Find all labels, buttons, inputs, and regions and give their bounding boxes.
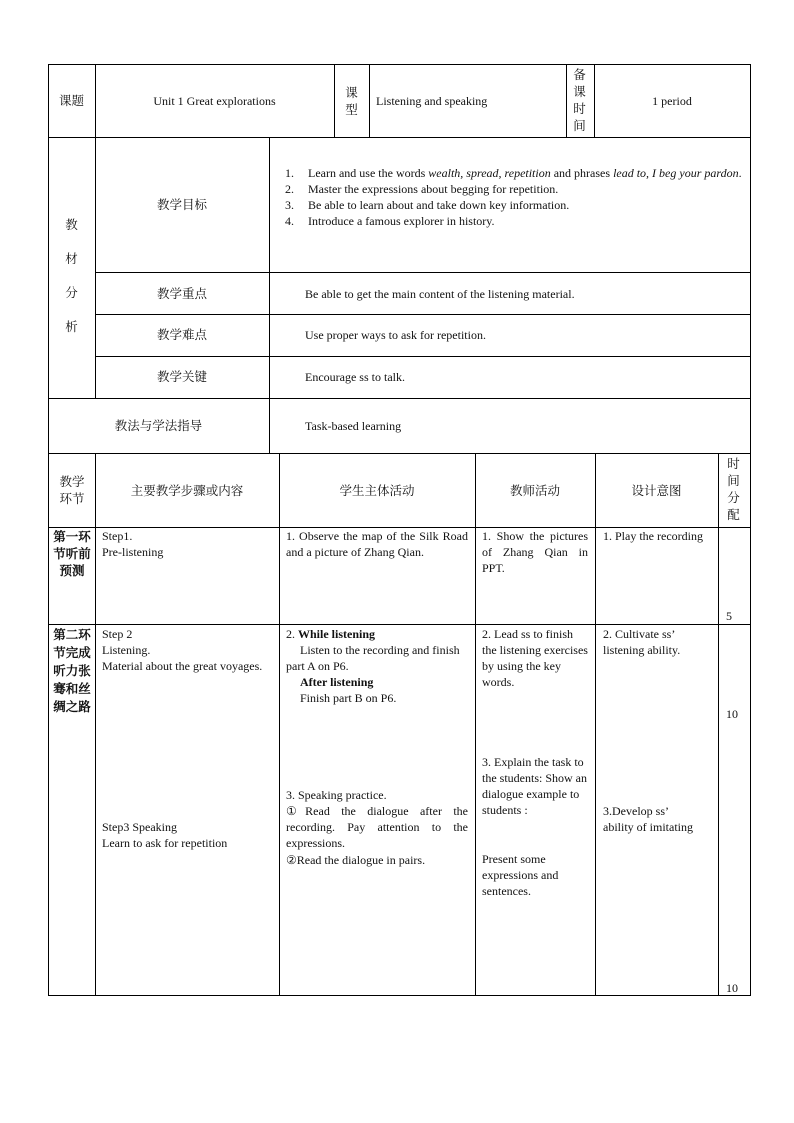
step-2-body2: Material about the great voyages. — [102, 659, 263, 673]
difficult-label: 教学难点 — [156, 327, 207, 342]
while-listening-heading: While listening — [298, 627, 376, 641]
goal-words: wealth, spread, repetition — [428, 166, 551, 180]
stage-1-label: 第一环节听前预测 — [53, 529, 91, 578]
goal-item — [285, 165, 745, 181]
step-3-body: Learn to ask for repetition — [102, 836, 228, 850]
circled-two: ② — [286, 853, 297, 867]
stage-2-time: 10 — [726, 707, 738, 721]
crux-label: 教学关键 — [156, 369, 207, 384]
border-analysis-col — [269, 137, 270, 453]
type-value: Listening and speaking — [376, 94, 488, 108]
border-row-stage1-bottom — [48, 624, 751, 625]
circled-one: ① — [286, 804, 306, 818]
goal-text — [308, 165, 745, 181]
method-value: Task-based learning — [305, 419, 402, 433]
while-listening-block — [286, 626, 375, 642]
practice-2-text: Read the dialogue in pairs. — [296, 853, 426, 867]
col-intent-header: 设计意图 — [631, 483, 682, 498]
after-listening-label: After listening — [300, 675, 374, 689]
speaking-practice-title: 3. Speaking practice. — [286, 788, 387, 802]
border-right — [750, 64, 751, 996]
goal-text-post: . — [738, 166, 742, 180]
type-label: 课型 — [345, 85, 358, 117]
stage-1-student: 1. Observe the map of the Silk Road and a picture of Zhang Qian. — [286, 529, 468, 559]
border-hdr-2 — [334, 64, 335, 137]
border-main-3 — [475, 453, 476, 995]
border-analysis-bottom — [48, 398, 751, 399]
goal-num: 4. — [285, 214, 294, 228]
goal-text: Be able to learn about and take down key information. — [308, 198, 570, 212]
prep-value: 1 period — [652, 94, 692, 108]
goal-num: 3. — [285, 198, 294, 212]
stage-1-time: 5 — [726, 609, 732, 623]
stage-1-teacher: 1. Show the pictures of Zhang Qian in PPT. — [482, 529, 588, 575]
step-2-body1: Listening. — [102, 643, 151, 657]
key-value: Be able to get the main content of the listening material. — [305, 287, 575, 301]
border-main-2 — [279, 453, 280, 995]
goal-text: Master the expressions about begging for repetition. — [308, 182, 559, 196]
stage-3-teacher-a: 3. Explain the task to the students: Show an dialogue example to students : — [482, 755, 587, 817]
col-student-header: 学生主体活动 — [339, 483, 415, 498]
goal-item — [285, 213, 745, 229]
step-2-title: Step 2 — [102, 627, 133, 641]
after-listening-heading — [300, 674, 373, 690]
border-row1-bottom — [48, 137, 751, 138]
col-time-header: 时间分配 — [727, 456, 740, 522]
goal-item — [285, 181, 745, 197]
prep-label: 备课时间 — [573, 67, 586, 133]
border-method-bottom — [48, 453, 751, 454]
goal-item — [285, 197, 745, 213]
practice-1-text: Read the dialogue after the recording. Pay attention to the expressions. — [286, 804, 468, 850]
topic-label: 课题 — [58, 93, 84, 108]
topic-value: Unit 1 Great explorations — [153, 94, 276, 108]
border-main-5 — [718, 453, 719, 995]
border-bottom — [48, 995, 751, 996]
method-label: 教法与学法指导 — [114, 418, 203, 433]
crux-value: Encourage ss to talk. — [305, 370, 405, 384]
step-3-title: Step3 Speaking — [102, 820, 177, 834]
goal-text-pre: Learn and use the words — [308, 166, 429, 180]
goal-num: 1. — [285, 166, 294, 180]
difficult-value: Use proper ways to ask for repetition. — [305, 328, 486, 342]
goal-text: Introduce a famous explorer in history. — [308, 214, 495, 228]
key-label: 教学重点 — [156, 286, 207, 301]
speaking-practice-item-1 — [286, 803, 468, 851]
stage-3-time: 10 — [726, 981, 738, 995]
goals-label: 教学目标 — [156, 197, 207, 212]
border-hdr-4 — [566, 64, 567, 137]
border-main-4 — [595, 453, 596, 995]
goal-phrases: lead to, I beg your pardon — [613, 166, 739, 180]
border-hdr-1 — [95, 64, 96, 398]
goal-text-mid: and phrases — [550, 166, 614, 180]
border-top — [48, 64, 751, 65]
stage-3-teacher-b: Present some expressions and sentences. — [482, 852, 559, 898]
student-num: 2. — [286, 627, 295, 641]
col-steps-header: 主要教学步骤或内容 — [130, 483, 244, 498]
stage-3-intent: 3.Develop ss’ ability of imitating — [603, 804, 693, 834]
stage-2-teacher: 2. Lead ss to finish the listening exercises by using the key words. — [482, 627, 588, 689]
border-key-bottom — [95, 314, 751, 315]
border-diff-bottom — [95, 356, 751, 357]
border-hdr-3 — [369, 64, 370, 137]
analysis-section-label: 教材分析 — [65, 217, 78, 334]
border-goals-bottom — [95, 272, 751, 273]
while-listening-text: Listen to the recording and finish part A on P6. — [286, 643, 460, 673]
after-listening-text: Finish part B on P6. — [300, 691, 397, 705]
col-teacher-header: 教师活动 — [509, 483, 560, 498]
step-1-body: Pre-listening — [102, 545, 164, 559]
goal-num: 2. — [285, 182, 294, 196]
col-stage-header: 教学环节 — [59, 474, 85, 506]
step-1-title: Step1. — [102, 529, 133, 543]
stage-2-intent: 2. Cultivate ss’ listening ability. — [603, 627, 681, 657]
border-left — [48, 64, 49, 996]
goals-list — [285, 165, 745, 229]
speaking-practice-item-2 — [286, 852, 425, 868]
stage-1-intent: 1. Play the recording — [603, 529, 703, 543]
border-main-1 — [95, 453, 96, 995]
stage-2-label: 第二环节完成听力张骞和丝绸之路 — [53, 627, 91, 714]
